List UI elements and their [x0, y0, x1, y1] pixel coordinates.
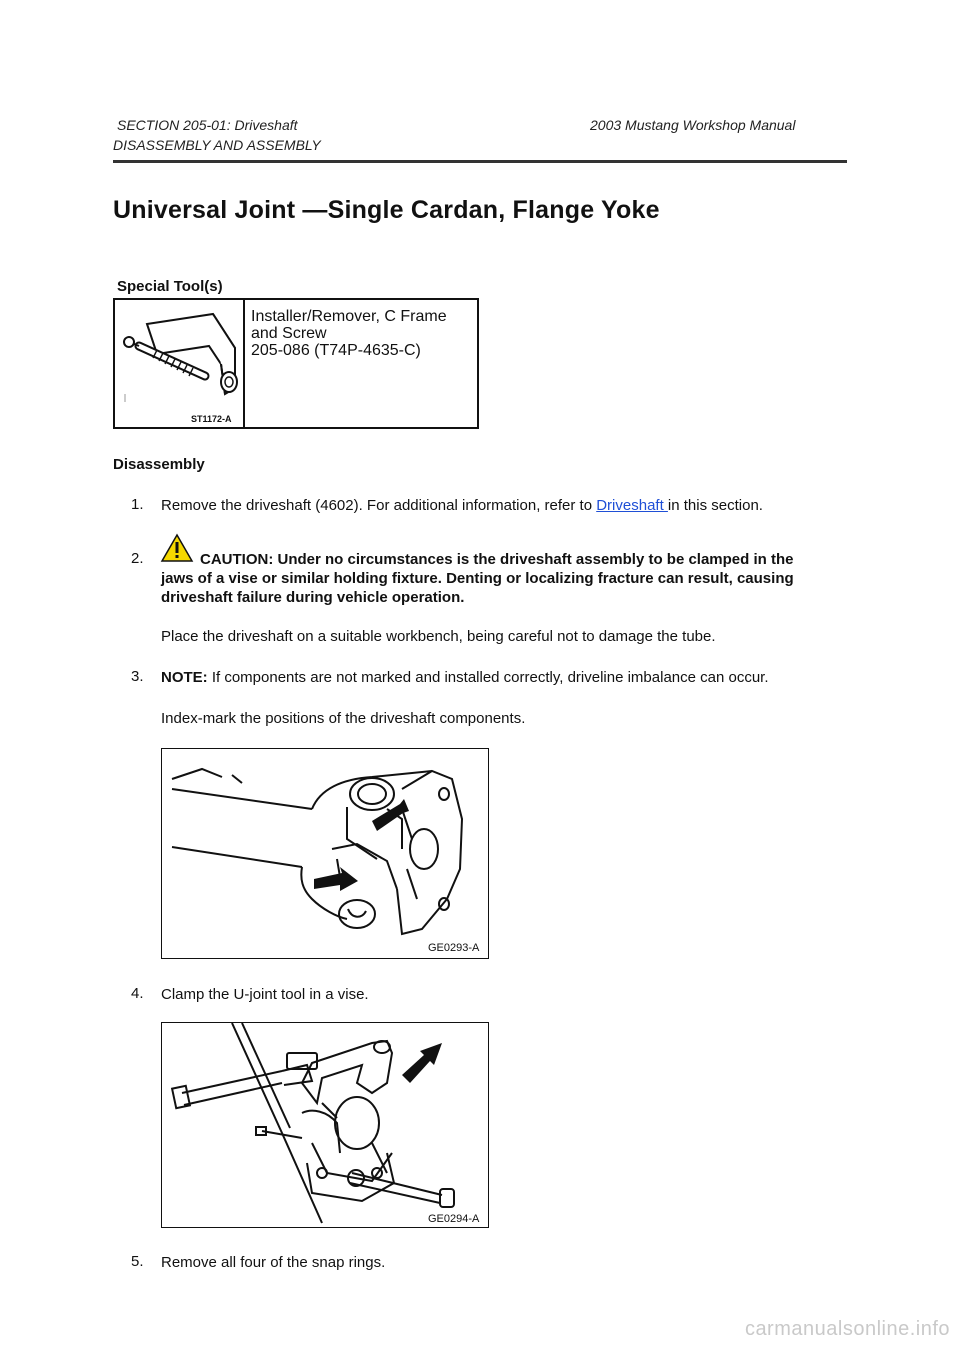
special-tools-heading: Special Tool(s)	[117, 278, 223, 295]
step-1-text	[161, 496, 763, 515]
caution-line-1: CAUTION: Under no circumstances is the driveshaft assembly to be clamped in the	[200, 551, 794, 568]
warning-triangle-icon	[160, 533, 194, 563]
table-divider	[243, 300, 245, 427]
tool-name-line1: Installer/Remover, C Frame	[251, 308, 447, 325]
tool-description	[251, 308, 447, 359]
driveshaft-yoke-illustration	[162, 749, 488, 958]
header-rule	[113, 160, 847, 163]
caution-line-2: jaws of a vise or similar holding fixture. Denting or localizing fracture can result, causing	[161, 570, 794, 587]
watermark: carmanualsonline.info	[744, 1318, 950, 1340]
tool-figure-label: ST1172-A	[191, 414, 232, 424]
figure-index-mark	[161, 748, 489, 959]
figure-ujoint-tool-vise	[161, 1022, 489, 1228]
figure-ge0294-label: GE0294-A	[428, 1213, 480, 1225]
step-3-number: 3.	[131, 668, 144, 685]
caution-line-3: driveshaft failure during vehicle operation.	[161, 589, 465, 606]
step-1-text-before: Remove the driveshaft (4602). For additional information, refer to	[161, 497, 597, 514]
step-2-number: 2.	[131, 550, 144, 567]
tool-name-line2: and Screw	[251, 325, 327, 342]
note-text: If components are not marked and installed correctly, driveline imbalance can occur.	[207, 669, 769, 686]
step-3-note	[161, 668, 769, 687]
step-2-text: Place the driveshaft on a suitable workbench, being careful not to damage the tube.	[161, 628, 716, 645]
note-label: NOTE:	[161, 669, 208, 686]
header-subsection: DISASSEMBLY AND ASSEMBLY	[113, 137, 321, 153]
step-5-number: 5.	[131, 1253, 144, 1270]
step-4-text: Clamp the U-joint tool in a vise.	[161, 986, 369, 1003]
ujoint-tool-vise-illustration	[162, 1023, 488, 1227]
figure-ge0293-label: GE0293-A	[428, 942, 480, 954]
disassembly-heading: Disassembly	[113, 456, 205, 473]
c-frame-tool-icon	[117, 302, 241, 426]
step-5-text: Remove all four of the snap rings.	[161, 1254, 386, 1271]
header-section: SECTION 205-01: Driveshaft	[117, 117, 298, 133]
step-4-number: 4.	[131, 985, 144, 1002]
special-tools-table	[113, 298, 479, 429]
step-3-text: Index-mark the positions of the driveshaft components.	[161, 710, 526, 727]
header-manual: 2003 Mustang Workshop Manual	[590, 117, 796, 133]
page-title: Universal Joint —Single Cardan, Flange Yoke	[113, 196, 660, 224]
step-1-text-after: in this section.	[667, 497, 763, 514]
driveshaft-link[interactable]: Driveshaft	[596, 497, 668, 514]
tool-number: 205-086 (T74P-4635-C)	[251, 342, 421, 359]
step-1-number: 1.	[131, 496, 144, 513]
